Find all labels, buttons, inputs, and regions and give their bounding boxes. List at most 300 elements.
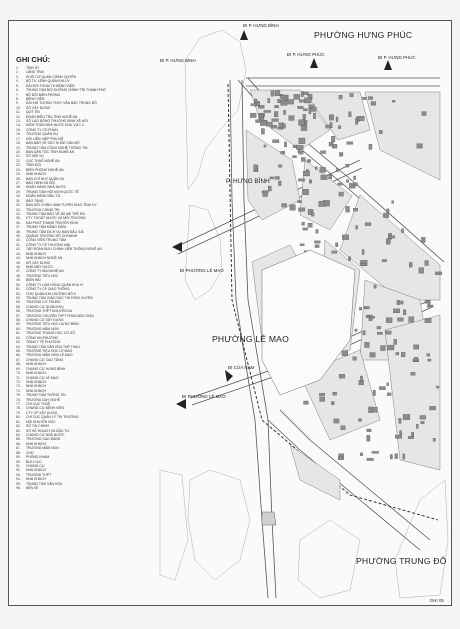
- building: [303, 114, 306, 119]
- legend-item: 25. NHÀ KHÁCH: [16, 172, 46, 177]
- legend-item: 33. TRƯỜNG CHÍNH TRỊ: [16, 207, 60, 212]
- building: [367, 435, 370, 441]
- building: [331, 136, 335, 142]
- legend-list: [16, 66, 106, 491]
- legend-item: 6. TRUNG TÂM BỒI DƯỠNG CHÍNH TRỊ THÀNH PHỐ: [16, 88, 107, 93]
- building: [427, 305, 433, 307]
- building: [342, 351, 348, 356]
- building: [388, 345, 395, 350]
- building: [372, 451, 379, 453]
- building: [303, 228, 308, 230]
- legend-item: 47. CÔNG TY BIA NGHỆ AN: [16, 269, 64, 274]
- legend-item: 31. BẢO TÀNG: [16, 198, 44, 203]
- building: [280, 95, 287, 98]
- building: [377, 326, 381, 329]
- label-ward-le-mao: PHƯỜNG LÊ MAO: [212, 334, 289, 344]
- legend-item: 21. SỞ NỘI VỤ: [16, 154, 44, 159]
- legend-item: 75. TRUNG TÂM THÔNG TIN: [16, 393, 66, 398]
- building: [315, 167, 317, 170]
- building: [264, 145, 266, 147]
- building: [435, 272, 442, 275]
- building: [346, 180, 348, 183]
- legend-item: 48. TRƯỜNG TIỂU HỌC: [16, 273, 59, 278]
- legend-item: 58. CHUNG CƯ XÂY DỰNG: [16, 318, 64, 323]
- legend-item: 44. NHÀ KHÁCH NGHỆ AN: [16, 256, 63, 261]
- legend-item: 95. TRUNG TÂM VĂN HÓA: [16, 481, 63, 486]
- building: [334, 419, 339, 423]
- legend-item: 16. TRƯỜNG QUÂN SỰ: [16, 132, 59, 137]
- building: [408, 436, 414, 439]
- building: [360, 453, 363, 456]
- legend-item: 19. TRUNG TÂM CÔNG NGHỆ THÔNG TIN: [16, 145, 88, 150]
- label-to-le-mao-1: ĐI PHƯỜNG LÊ MAO: [180, 268, 224, 273]
- building: [254, 99, 257, 103]
- legend-item: 46. NHÀ MÁY NƯỚC: [16, 264, 54, 269]
- building: [419, 268, 424, 274]
- building: [301, 126, 307, 131]
- label-to-hung-phuc-2: ĐI P. HƯNG PHÚC: [378, 55, 416, 60]
- building: [402, 229, 404, 233]
- label-to-hung-binh-top: ĐI P. HƯNG BÌNH: [243, 23, 279, 28]
- building: [329, 115, 334, 121]
- building: [346, 164, 349, 167]
- building: [414, 357, 418, 361]
- legend-item: 30. NGÂN HÀNG ĐẦU TƯ: [16, 194, 61, 199]
- building: [356, 226, 358, 230]
- legend-item: 53. TRUNG TÂM GIÁO DỤC THƯỜNG XUYÊN: [16, 295, 93, 300]
- legend-item: 61. TRƯỜNG TRUNG HỌC CƠ SỞ: [16, 331, 76, 336]
- legend-item: 83. SỞ KẾ HOẠCH VÀ ĐẦU TƯ: [16, 428, 70, 433]
- building: [387, 383, 389, 386]
- building: [273, 140, 280, 143]
- building: [427, 354, 430, 357]
- building: [270, 177, 274, 179]
- legend-item: 56. TRƯỜNG THPT NGUYỄN DU: [16, 309, 73, 314]
- building: [321, 151, 326, 154]
- building: [307, 160, 311, 163]
- building: [401, 352, 405, 357]
- legend-item: 2. LĂNG TRẠI: [16, 70, 44, 75]
- building: [342, 235, 349, 240]
- building: [403, 414, 410, 420]
- legend-item: 55. CHUNG CƯ QUÂN KHU: [16, 304, 64, 309]
- building: [392, 201, 394, 204]
- building: [367, 458, 374, 461]
- legend-item: 89. PHÒNG KHÁM: [16, 455, 50, 460]
- legend-item: 77. CHI CỤC THUẾ: [16, 402, 51, 407]
- legend-item: 86. NHÀ KHÁCH: [16, 441, 46, 446]
- building: [425, 318, 431, 323]
- legend-item: 15. CÔNG TY CỔ PHẦN: [16, 127, 58, 132]
- building: [298, 208, 304, 212]
- label-to-hung-phuc-1: ĐI P. HƯNG PHÚC: [287, 52, 325, 57]
- legend-item: 29. TRUNG TÂM HỘI NGHỊ QUỐC TẾ: [16, 189, 79, 194]
- label-to-le-mao-2: ĐI PHƯỜNG LÊ MAO: [182, 394, 226, 399]
- building: [347, 142, 353, 145]
- building: [332, 144, 337, 148]
- building: [278, 181, 281, 186]
- building: [339, 153, 343, 157]
- building: [387, 209, 389, 212]
- building: [365, 223, 371, 226]
- legend-title: GHI CHÚ:: [16, 55, 51, 64]
- building: [353, 357, 357, 361]
- legend-item: 8. BỆNH VIỆN: [16, 96, 45, 101]
- building: [278, 165, 282, 168]
- legend-item: 9. ĐÀI KHÍ TƯỢNG THỦY VĂN BẮC TRUNG BỘ: [16, 101, 97, 106]
- building: [281, 101, 287, 106]
- building: [390, 455, 392, 460]
- building: [290, 205, 296, 211]
- building: [272, 119, 279, 122]
- legend-item: 63. TRẠM Y TẾ PHƯỜNG: [16, 340, 61, 345]
- legend-item: 35. CTY THOÁT NƯỚC VÀ MÔI TRƯỜNG: [16, 216, 86, 221]
- building: [315, 241, 321, 243]
- building: [339, 192, 344, 196]
- building: [250, 113, 256, 118]
- building: [387, 393, 391, 396]
- building: [397, 318, 403, 321]
- legend-item: 59. TRƯỜNG TIỂU HỌC HƯNG BÌNH: [16, 322, 79, 327]
- legend-item: 92. NHÀ KHÁCH: [16, 468, 46, 473]
- building: [264, 110, 271, 112]
- building: [360, 376, 363, 382]
- building: [368, 97, 373, 100]
- building: [370, 316, 375, 318]
- building: [268, 186, 271, 191]
- river: [262, 512, 276, 525]
- building: [294, 94, 300, 99]
- building: [386, 239, 390, 245]
- building: [338, 126, 341, 129]
- building: [304, 401, 309, 404]
- building: [428, 300, 431, 305]
- building: [271, 91, 274, 97]
- sheet-number: GHI 05: [429, 598, 444, 603]
- building: [298, 201, 302, 203]
- legend-item: 88. CHỢ: [16, 450, 34, 455]
- building: [416, 424, 418, 428]
- legend-item: 70. NHÀ KHÁCH: [16, 371, 46, 376]
- legend-item: 67. CHUNG CƯ CAO TẦNG: [16, 357, 64, 362]
- legend-item: 57. TRƯỜNG CHUYÊN THPT PHAN BỘI CHÂU: [16, 313, 95, 318]
- building: [358, 419, 361, 422]
- legend-item: 18. BAN BẢO VỆ SỨC KHỎE CÁN BỘ: [16, 141, 80, 146]
- legend-item: 64. TRUNG TÂM VĂN HÓA THỂ THAO: [16, 344, 81, 349]
- building: [299, 120, 306, 126]
- legend-item: 36. ĐÀI PHÁT THANH TRUYỀN HÌNH: [16, 220, 79, 225]
- building: [336, 169, 338, 172]
- legend-item: 40. CÔNG VIÊN TRUNG TÂM: [16, 238, 67, 243]
- label-to-cua-nam: ĐI CỬA NAM: [228, 365, 255, 370]
- building: [298, 179, 305, 181]
- building: [354, 183, 358, 186]
- building: [298, 106, 304, 109]
- legend-item: 3. KHỐI CƠ QUAN CHÍNH QUYỀN: [16, 74, 77, 79]
- legend-item: 39. QUẢNG TRƯỜNG HỒ CHÍ MINH: [16, 234, 78, 239]
- legend-item: 49. BIỂN HẢI: [16, 278, 41, 283]
- legend-item: 90. BƯU CỤC: [16, 459, 42, 464]
- legend-item: 23. TỈNH ĐỘI: [16, 163, 41, 168]
- building: [353, 208, 358, 211]
- legend-item: 73. NHÀ KHÁCH: [16, 384, 46, 389]
- building: [256, 120, 262, 123]
- building: [363, 331, 365, 335]
- building: [275, 105, 279, 107]
- building: [289, 116, 294, 121]
- building: [284, 142, 286, 147]
- building: [320, 167, 326, 172]
- building: [299, 138, 305, 144]
- building: [278, 99, 281, 103]
- building: [275, 91, 280, 96]
- legend-item: 60. TRƯỜNG MẦM NON: [16, 326, 59, 331]
- building: [403, 454, 405, 459]
- building: [313, 113, 315, 119]
- building: [293, 156, 297, 158]
- building: [403, 310, 406, 315]
- legend-item: 41. CÔNG TY CP THƯƠNG MẠI: [16, 242, 71, 247]
- building: [284, 110, 286, 114]
- building: [377, 332, 382, 334]
- building: [288, 100, 294, 105]
- legend: [12, 55, 182, 491]
- legend-item: 50. CÔNG TY LAM HỒNG QUÂN KHU IV: [16, 282, 84, 287]
- legend-item: 27. BẢO HIỂM XÃ HỘI: [16, 180, 56, 185]
- building: [379, 387, 385, 390]
- building: [303, 189, 309, 195]
- building: [401, 301, 404, 304]
- building: [349, 112, 352, 117]
- building: [268, 98, 270, 103]
- building: [274, 112, 278, 117]
- building: [261, 129, 264, 135]
- building: [336, 243, 339, 247]
- building: [395, 454, 398, 459]
- legend-item: 84. CHUNG CƯ NHÀ NƯỚC: [16, 433, 65, 438]
- legend-item: 43. NHÀ KHÁCH: [16, 251, 46, 256]
- building: [392, 100, 395, 102]
- building: [414, 345, 419, 349]
- building: [305, 120, 308, 123]
- building: [311, 213, 314, 216]
- building: [302, 222, 305, 225]
- building: [396, 352, 399, 355]
- legend-item: 93. TRƯỜNG THPT: [16, 472, 52, 477]
- building: [381, 346, 386, 351]
- building: [409, 317, 414, 323]
- building: [389, 236, 395, 238]
- legend-item: 62. CÔNG AN PHƯỜNG: [16, 335, 59, 340]
- building: [303, 171, 309, 176]
- building: [369, 144, 372, 149]
- building: [300, 244, 304, 246]
- building: [299, 151, 303, 154]
- legend-item: 54. TRƯỜNG CƠ TRUNG: [16, 300, 61, 305]
- building: [411, 372, 415, 375]
- legend-item: 17. HỘI LIÊN HIỆP PHỤ NỮ: [16, 136, 64, 141]
- building: [339, 95, 342, 99]
- building: [321, 175, 328, 180]
- legend-item: 81. HỘI KHUYẾN HỌC: [16, 419, 56, 424]
- legend-item: 79. CTY CP XÂY DỰNG: [16, 410, 58, 415]
- building: [319, 201, 325, 207]
- building: [379, 130, 382, 133]
- legend-item: 78. CHUNG CƯ BỆNH VIỆN: [16, 406, 64, 411]
- label-to-hung-binh-left: ĐI P. HƯNG BÌNH: [160, 58, 196, 63]
- legend-item: 5. ĐÀI ĐỐI THOẠI TH BỆNH VIỆN: [16, 83, 75, 88]
- building: [339, 374, 345, 378]
- building: [266, 122, 272, 126]
- legend-item: 32. BAN NỘI CHÍNH, BAN TUYÊN GIÁO TỈNH ỦY: [16, 203, 97, 208]
- building: [360, 263, 366, 265]
- legend-item: 4. BỘ TƯ LỆNH QUÂN KHU IV: [16, 79, 70, 84]
- legend-item: 87. TRƯỜNG MẦM NON: [16, 446, 59, 451]
- building: [332, 251, 337, 254]
- legend-item: 68. NHÀ KHÁCH: [16, 362, 46, 367]
- legend-item: 52. CHỢ QUÂN KHU DƯỠNG BỘ II: [16, 291, 76, 296]
- building: [301, 158, 305, 162]
- building: [355, 119, 357, 125]
- legend-item: 1. TỈNH ỦY: [16, 66, 40, 70]
- legend-item: 37. TRUNG TÂM ĐĂNG KIỂM: [16, 225, 67, 230]
- legend-item: 42. TẬP ĐOÀN BƯU CHÍNH VIỄN THÔNG NGHỆ AN: [16, 247, 102, 252]
- legend-item: 65. TRƯỜNG TIỂU HỌC LÊ MAO: [16, 349, 73, 353]
- legend-item: 28. NGÂN HÀNG NHÀ NƯỚC: [16, 185, 67, 190]
- building: [422, 112, 426, 116]
- building: [281, 151, 285, 154]
- building: [359, 307, 362, 310]
- building: [258, 105, 264, 108]
- building: [374, 285, 376, 288]
- building: [309, 109, 311, 114]
- legend-item: 11. QUỸ TÍN: [16, 110, 40, 115]
- building: [395, 435, 402, 438]
- building: [409, 262, 412, 267]
- legend-item: 20. BAN DÂN TỘC TỈNH NGHỆ AN: [16, 150, 75, 155]
- building: [368, 407, 372, 413]
- legend-item: 13. SỞ LAO ĐỘNG THƯƠNG BINH XÃ HỘI: [16, 119, 88, 124]
- building: [338, 457, 342, 460]
- building: [319, 393, 325, 396]
- building: [383, 213, 388, 218]
- label-ward-trung-do: PHƯỜNG TRUNG ĐÔ: [356, 556, 447, 566]
- building: [373, 390, 376, 396]
- building: [430, 406, 436, 410]
- building: [371, 102, 376, 106]
- legend-item: 69. CHUNG CƯ HƯNG BÌNH: [16, 366, 66, 371]
- building: [393, 309, 400, 313]
- legend-item: 85. TRƯỜNG CAO ĐẲNG: [16, 437, 61, 442]
- legend-item: 96. BẾN XE: [16, 486, 39, 491]
- legend-item: 74. NHÀ KHÁCH: [16, 388, 46, 393]
- building: [333, 392, 337, 395]
- building: [282, 124, 285, 128]
- building: [329, 174, 332, 179]
- building: [420, 416, 426, 420]
- building: [367, 429, 372, 432]
- building: [348, 257, 351, 261]
- building: [320, 397, 325, 402]
- building: [364, 306, 369, 309]
- legend-item: 82. SỞ TÀI CHÍNH: [16, 424, 50, 429]
- building: [331, 402, 334, 405]
- building: [397, 300, 400, 305]
- legend-item: 94. NHÀ KHÁCH: [16, 477, 46, 482]
- building: [263, 191, 268, 197]
- building: [254, 165, 258, 171]
- legend-item: 14. KIỂM TOÁN NHÀ NƯỚC KHU VỰC II: [16, 123, 84, 128]
- building: [362, 97, 366, 99]
- building: [326, 125, 331, 128]
- building: [350, 93, 354, 96]
- building: [275, 177, 280, 180]
- legend-item: 12. ĐOÀN ĐIỀU TRA TÍNH NGHỆ AN: [16, 114, 78, 119]
- legend-item: 71. CHUNG CƯ LÊ MAO: [16, 375, 59, 380]
- legend-item: 7. BỘ ĐỘI BIÊN PHÒNG: [16, 92, 61, 97]
- building: [309, 180, 312, 184]
- building: [315, 245, 319, 248]
- building: [336, 117, 338, 122]
- building: [251, 104, 257, 106]
- building: [385, 331, 391, 334]
- building: [366, 315, 369, 318]
- label-ward-hung-phuc: PHƯỜNG HƯNG PHÚC: [314, 30, 413, 40]
- building: [355, 329, 357, 332]
- building: [425, 261, 429, 266]
- legend-item: 66. TRƯỜNG MẦM NON LÊ MAO: [16, 353, 73, 358]
- legend-item: 34. TRUNG TÂM BẢO VỆ BÀ MẸ TRẺ EM: [16, 211, 85, 216]
- legend-item: 76. TRƯỜNG DẠY NGHỀ: [16, 397, 60, 402]
- building: [316, 230, 319, 234]
- building: [394, 339, 397, 344]
- label-street-hung-binh: P. HƯNG BÌNH: [226, 178, 270, 185]
- building: [359, 116, 365, 121]
- legend-item: 91. CHUNG CƯ: [16, 463, 45, 468]
- legend-item: 24. BIÊN PHÒNG NGHỆ AN: [16, 167, 64, 172]
- legend-item: 38. TRUNG TÂM DỊCH VỤ BÁN ĐẤU GIÁ: [16, 229, 84, 234]
- legend-item: 10. SỞ XÂY DỰNG: [16, 105, 51, 110]
- building: [303, 109, 307, 111]
- legend-item: 45. SỞ XÂY DỰNG: [16, 260, 51, 265]
- building: [301, 91, 303, 97]
- legend-item: 51. CÔNG TY CP GIAO THÔNG: [16, 287, 70, 292]
- building: [421, 421, 425, 424]
- legend-item: 22. CỤC THUẾ NGHỆ AN: [16, 158, 60, 163]
- building: [399, 418, 402, 423]
- building: [417, 144, 423, 149]
- building: [365, 342, 370, 347]
- building: [428, 359, 431, 361]
- building: [382, 260, 387, 262]
- building: [362, 250, 364, 255]
- legend-item: 26. BAN CHỈ HUY QUÂN SỰ: [16, 176, 65, 181]
- building: [354, 176, 356, 180]
- building: [433, 438, 436, 441]
- building: [259, 114, 262, 116]
- building: [305, 98, 312, 103]
- building: [308, 223, 313, 227]
- legend-item: 80. CHI CỤC QUẢN LÝ THỊ TRƯỜNG: [16, 415, 79, 420]
- building: [436, 386, 439, 388]
- building: [386, 318, 392, 323]
- legend-item: 72. NHÀ KHÁCH: [16, 379, 46, 384]
- building: [296, 145, 303, 149]
- building: [338, 183, 343, 185]
- building: [346, 206, 350, 212]
- building: [421, 237, 425, 242]
- building: [341, 426, 346, 430]
